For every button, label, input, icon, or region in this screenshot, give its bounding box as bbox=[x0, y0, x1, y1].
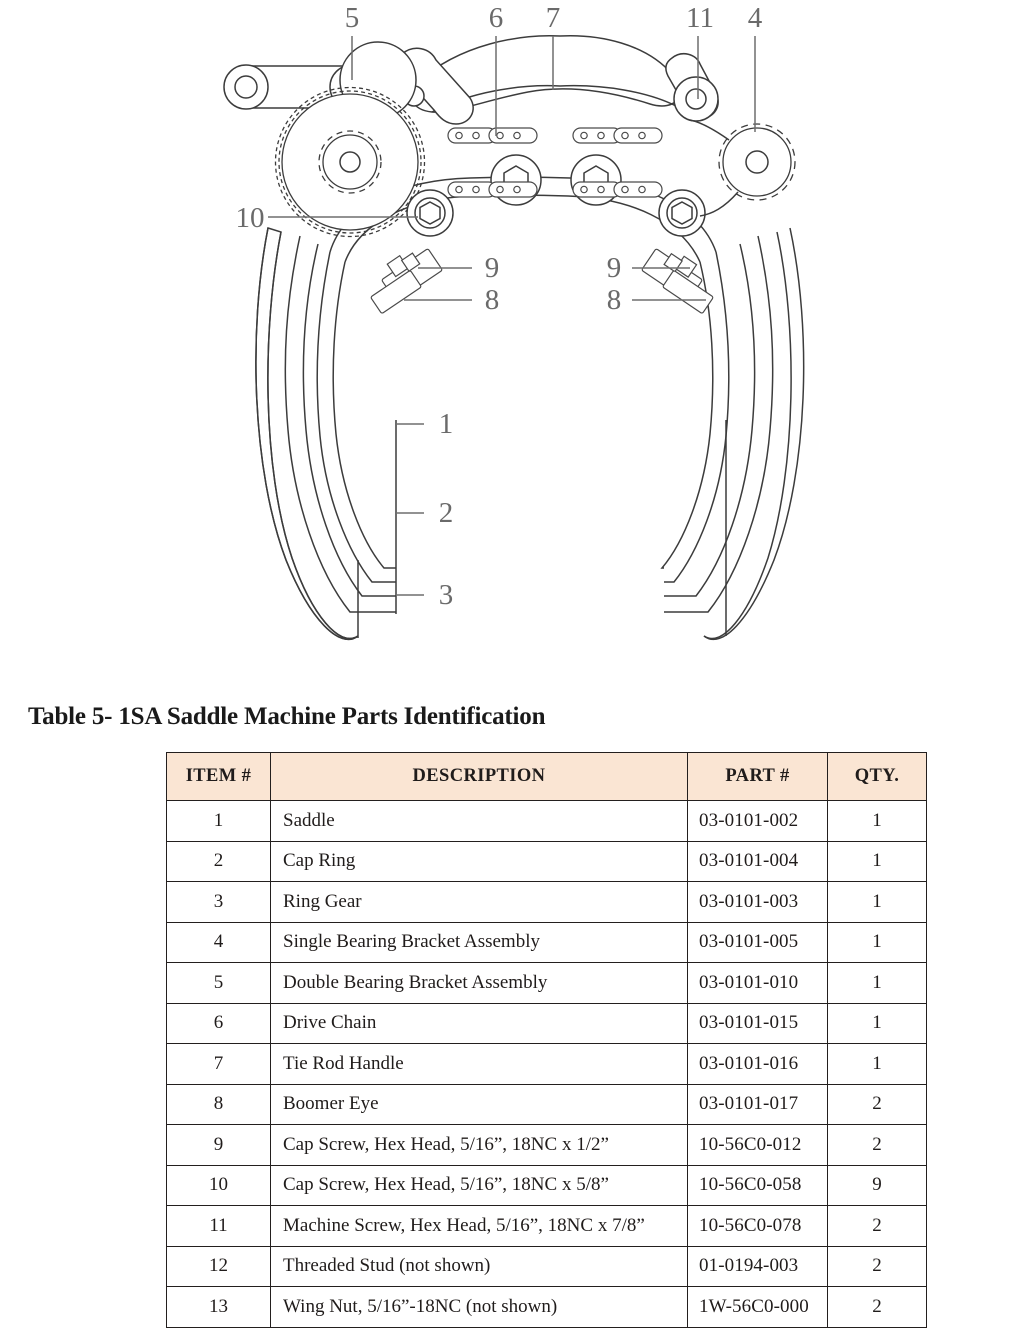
cell-part-number: 10-56C0-078 bbox=[688, 1206, 828, 1247]
screw-11-washer bbox=[674, 77, 718, 121]
cell-description: Drive Chain bbox=[271, 1003, 688, 1044]
callout-11: 11 bbox=[686, 2, 714, 34]
table-header-row bbox=[167, 753, 927, 801]
parts-identification-table bbox=[166, 752, 927, 1328]
callout-2: 2 bbox=[438, 497, 454, 529]
cell-description: Cap Screw, Hex Head, 5/16”, 18NC x 5/8” bbox=[271, 1165, 688, 1206]
cell-part-number: 03-0101-005 bbox=[688, 922, 828, 963]
column-header-part: PART # bbox=[688, 753, 828, 801]
right-bracket-arm-top bbox=[690, 120, 729, 140]
cell-part-number: 03-0101-016 bbox=[688, 1044, 828, 1085]
column-header-description: DESCRIPTION bbox=[271, 753, 688, 801]
single-bearing-bracket bbox=[690, 120, 795, 216]
cell-description: Threaded Stud (not shown) bbox=[271, 1246, 688, 1287]
cell-description: Ring Gear bbox=[271, 882, 688, 923]
cell-item-number: 4 bbox=[167, 922, 271, 963]
cell-item-number: 1 bbox=[167, 801, 271, 842]
cell-description: Boomer Eye bbox=[271, 1084, 688, 1125]
callout-6: 6 bbox=[488, 2, 504, 34]
table-row bbox=[167, 922, 927, 963]
cell-description: Tie Rod Handle bbox=[271, 1044, 688, 1085]
cell-description: Saddle bbox=[271, 801, 688, 842]
cell-quantity: 2 bbox=[828, 1084, 927, 1125]
table-header bbox=[167, 753, 927, 801]
cell-item-number: 7 bbox=[167, 1044, 271, 1085]
cell-part-number: 03-0101-003 bbox=[688, 882, 828, 923]
cell-quantity: 1 bbox=[828, 801, 927, 842]
table-row bbox=[167, 1044, 927, 1085]
boomer-eye-left bbox=[371, 249, 443, 314]
cell-quantity: 1 bbox=[828, 963, 927, 1004]
cell-part-number: 10-56C0-012 bbox=[688, 1125, 828, 1166]
cell-part-number: 1W-56C0-000 bbox=[688, 1287, 828, 1328]
callout-5: 5 bbox=[344, 2, 360, 34]
table-title: Table 5- 1SA Saddle Machine Parts Identification bbox=[28, 703, 546, 730]
column-header-item: ITEM # bbox=[167, 753, 271, 801]
cell-quantity: 9 bbox=[828, 1165, 927, 1206]
cell-part-number: 03-0101-017 bbox=[688, 1084, 828, 1125]
chain-run-upper-left bbox=[448, 128, 537, 143]
cap-screw-10 bbox=[407, 190, 453, 236]
cell-part-number: 03-0101-010 bbox=[688, 963, 828, 1004]
cell-description: Double Bearing Bracket Assembly bbox=[271, 963, 688, 1004]
cell-part-number: 01-0194-003 bbox=[688, 1246, 828, 1287]
clamp-body bbox=[256, 177, 804, 639]
cell-part-number: 03-0101-015 bbox=[688, 1003, 828, 1044]
cell-description: Wing Nut, 5/16”-18NC (not shown) bbox=[271, 1287, 688, 1328]
table-row bbox=[167, 1165, 927, 1206]
drive-chain bbox=[448, 128, 662, 197]
cell-item-number: 8 bbox=[167, 1084, 271, 1125]
chain-run-lower-left bbox=[448, 182, 537, 197]
table-row bbox=[167, 1287, 927, 1328]
cell-item-number: 13 bbox=[167, 1287, 271, 1328]
cell-description: Machine Screw, Hex Head, 5/16”, 18NC x 7/8” bbox=[271, 1206, 688, 1247]
cell-quantity: 2 bbox=[828, 1206, 927, 1247]
cell-part-number: 10-56C0-058 bbox=[688, 1165, 828, 1206]
cell-item-number: 5 bbox=[167, 963, 271, 1004]
cell-item-number: 3 bbox=[167, 882, 271, 923]
screw-r-hex bbox=[672, 202, 692, 224]
double-bracket-eye-outer bbox=[224, 65, 268, 109]
machine-screw-11 bbox=[674, 77, 718, 121]
boomer-eye-right bbox=[642, 249, 714, 314]
table-row bbox=[167, 1003, 927, 1044]
cell-item-number: 12 bbox=[167, 1246, 271, 1287]
cell-part-number: 03-0101-002 bbox=[688, 801, 828, 842]
cell-quantity: 2 bbox=[828, 1125, 927, 1166]
table-row bbox=[167, 1206, 927, 1247]
cell-item-number: 11 bbox=[167, 1206, 271, 1247]
chain-run-upper-right bbox=[573, 128, 662, 143]
cell-quantity: 2 bbox=[828, 1246, 927, 1287]
callout-1: 1 bbox=[438, 408, 454, 440]
callout-8-left: 8 bbox=[484, 284, 500, 316]
cell-item-number: 9 bbox=[167, 1125, 271, 1166]
callout-9-right: 9 bbox=[606, 252, 622, 284]
callout-4: 4 bbox=[747, 2, 763, 34]
table-row bbox=[167, 801, 927, 842]
table-row bbox=[167, 1125, 927, 1166]
cell-item-number: 6 bbox=[167, 1003, 271, 1044]
callout-10: 10 bbox=[235, 202, 265, 234]
table-row bbox=[167, 841, 927, 882]
callout-8-right: 8 bbox=[606, 284, 622, 316]
callout-3: 3 bbox=[438, 579, 454, 611]
cell-description: Single Bearing Bracket Assembly bbox=[271, 922, 688, 963]
cell-quantity: 1 bbox=[828, 1003, 927, 1044]
left-sprocket-bore bbox=[340, 152, 360, 172]
cell-item-number: 2 bbox=[167, 841, 271, 882]
cell-quantity: 2 bbox=[828, 1287, 927, 1328]
cell-quantity: 1 bbox=[828, 841, 927, 882]
cell-quantity: 1 bbox=[828, 922, 927, 963]
table-row bbox=[167, 1246, 927, 1287]
column-header-qty: QTY. bbox=[828, 753, 927, 801]
cell-quantity: 1 bbox=[828, 1044, 927, 1085]
cell-description: Cap Ring bbox=[271, 841, 688, 882]
cap-screw-10-hex bbox=[420, 202, 440, 224]
table-row bbox=[167, 882, 927, 923]
table-row bbox=[167, 963, 927, 1004]
right-sprocket-bore bbox=[746, 151, 768, 173]
callout-9-left: 9 bbox=[484, 252, 500, 284]
cell-part-number: 03-0101-004 bbox=[688, 841, 828, 882]
ring-gear-inner-right bbox=[704, 232, 791, 639]
table-row bbox=[167, 1084, 927, 1125]
cap-screw-right bbox=[659, 190, 705, 236]
ring-gear-inner-left bbox=[268, 232, 358, 639]
table-body bbox=[167, 801, 927, 1328]
cell-quantity: 1 bbox=[828, 882, 927, 923]
chain-run-lower-right bbox=[573, 182, 662, 197]
cell-item-number: 10 bbox=[167, 1165, 271, 1206]
cell-description: Cap Screw, Hex Head, 5/16”, 18NC x 1/2” bbox=[271, 1125, 688, 1166]
callout-7: 7 bbox=[545, 2, 561, 34]
